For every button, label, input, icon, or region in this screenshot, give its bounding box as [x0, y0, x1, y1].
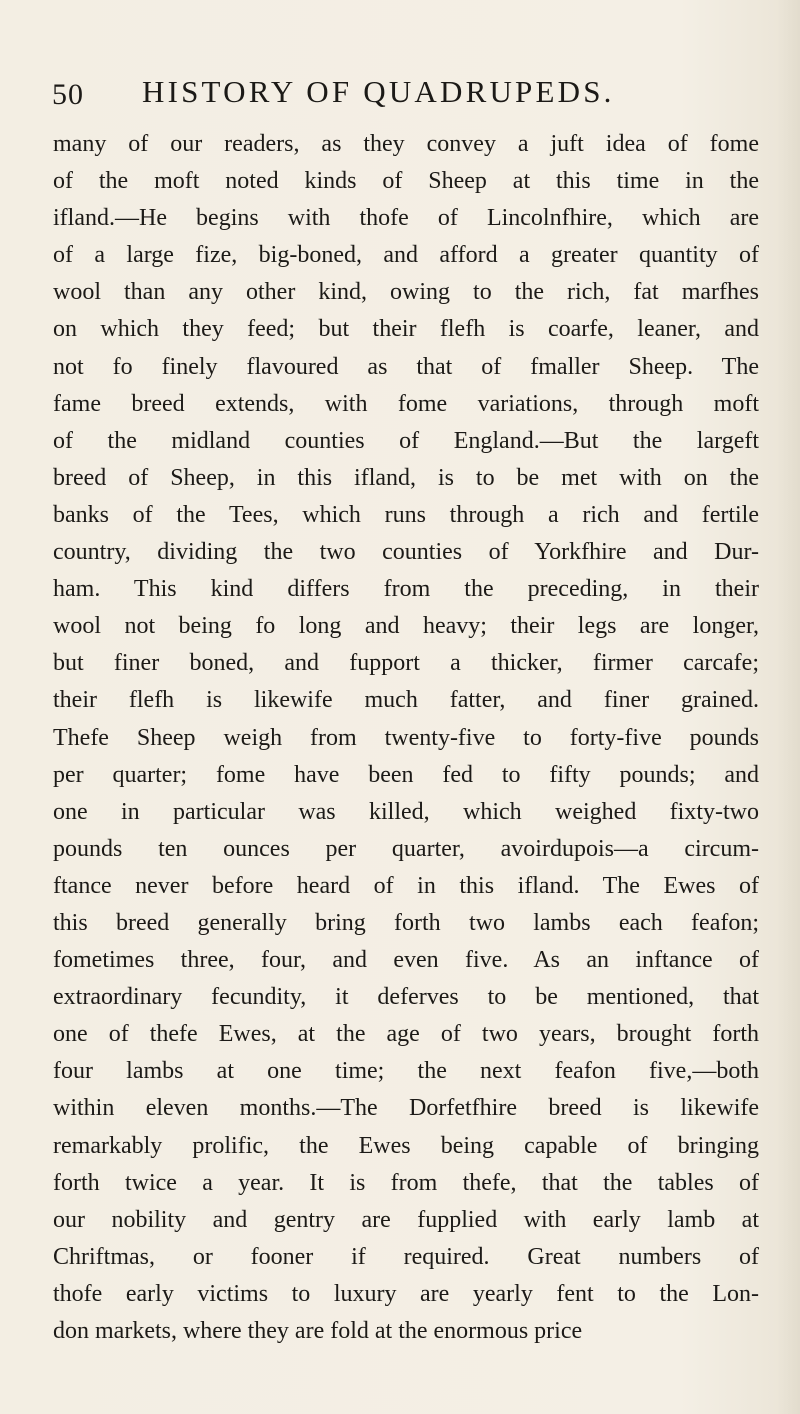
- text-line: their flefh is likewife much fatter, and finer grained.: [53, 687, 759, 714]
- text-line: ftance never before heard of in this ifland. The Ewes of: [53, 872, 759, 899]
- text-line: pounds ten ounces per quarter, avoirdupois—a circum-: [53, 835, 759, 862]
- text-line: of the moft noted kinds of Sheep at this time in the: [53, 168, 759, 195]
- text-line: extraordinary fecundity, it deferves to be mentioned, that: [53, 984, 759, 1011]
- text-line: many of our readers, as they convey a juft idea of fome: [53, 131, 759, 157]
- text-line: country, dividing the two counties of Yorkfhire and Dur-: [53, 539, 759, 566]
- text-line: don markets, where they are fold at the enormous price: [53, 1318, 583, 1344]
- text-line: of a large fize, big-boned, and afford a greater quantity of: [53, 242, 759, 269]
- text-line: on which they feed; but their flefh is coarfe, leaner, and: [53, 316, 759, 343]
- text-line: our nobility and gentry are fupplied with early lamb at: [53, 1206, 759, 1233]
- text-line: breed of Sheep, in this ifland, is to be met with on the: [53, 464, 759, 491]
- page-number: 50: [52, 78, 84, 111]
- text-line: one in particular was killed, which weighed fixty-two: [53, 798, 759, 825]
- text-line: remarkably prolific, the Ewes being capable of bringing: [53, 1132, 759, 1159]
- text-line: fometimes three, four, and even five. As an inftance of: [53, 947, 759, 974]
- text-line: not fo finely flavoured as that of fmaller Sheep. The: [53, 353, 759, 380]
- text-line: wool not being fo long and heavy; their legs are longer,: [53, 613, 759, 640]
- text-line: per quarter; fome have been fed to fifty pounds; and: [53, 761, 759, 788]
- text-line: this breed generally bring forth two lambs each feafon;: [53, 909, 759, 936]
- text-line: one of thefe Ewes, at the age of two years, brought forth: [53, 1021, 759, 1048]
- text-line: but finer boned, and fupport a thicker, firmer carcafe;: [53, 650, 759, 677]
- text-line: Thefe Sheep weigh from twenty-five to forty-five pounds: [53, 724, 759, 751]
- text-line: Chriftmas, or fooner if required. Great numbers of: [53, 1243, 759, 1270]
- text-line: thofe early victims to luxury are yearly fent to the Lon-: [53, 1280, 759, 1307]
- running-head: [52, 68, 752, 120]
- text-line: forth twice a year. It is from thefe, that the tables of: [53, 1169, 759, 1196]
- running-title: HISTORY OF QUADRUPEDS.: [142, 74, 615, 109]
- text-line: fame breed extends, with fome variations, through moft: [53, 390, 759, 417]
- text-line: ham. This kind differs from the preceding, in their: [53, 576, 759, 603]
- text-line: banks of the Tees, which runs through a rich and fertile: [53, 501, 759, 528]
- text-line: within eleven months.—The Dorfetfhire breed is likewife: [53, 1095, 759, 1122]
- text-line: four lambs at one time; the next feafon five,—both: [53, 1058, 759, 1085]
- text-line: of the midland counties of England.—But the largeft: [53, 427, 759, 454]
- text-line: ifland.—He begins with thofe of Lincolnfhire, which are: [53, 205, 759, 232]
- body-text: [53, 126, 759, 1350]
- text-line: wool than any other kind, owing to the rich, fat marfhes: [53, 279, 759, 306]
